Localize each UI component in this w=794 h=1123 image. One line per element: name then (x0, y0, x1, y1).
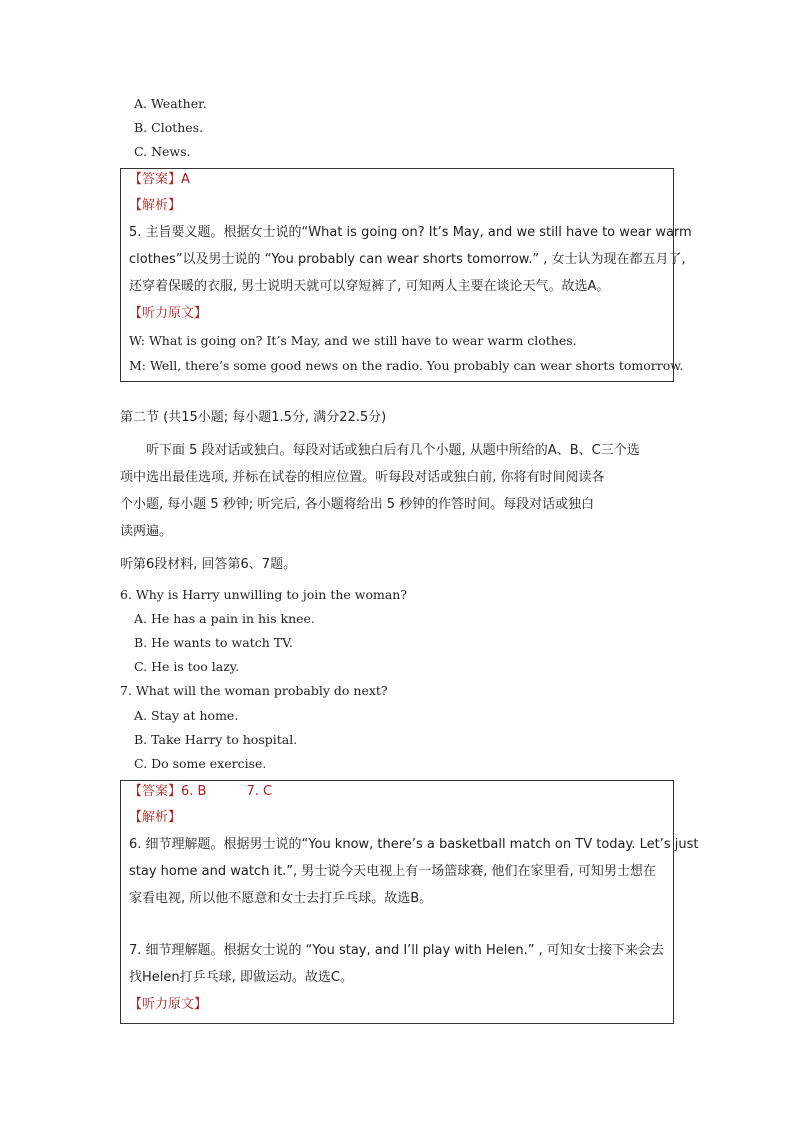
q6-option-b: B. He wants to watch TV. (134, 635, 293, 650)
transcript-tag: 【听力原文】 (129, 306, 208, 321)
answer-box-q6-q7 (120, 780, 699, 1024)
instruction-line: 听下面 5 段对话或独白。每段对话或独白后有几个小题, 从题中所给的A、B、C三个选 (146, 443, 640, 458)
q6-option-c: C. He is too lazy. (134, 659, 240, 674)
answer-tag: 【答案】 (129, 172, 182, 187)
answer-value-7: 7. C (246, 784, 273, 799)
transcript-line: W: What is going on? It’s May, and we still have to wear warm clothes. (129, 333, 577, 348)
analysis-line: 还穿着保暖的衣服, 男士说明天就可以穿短裤了, 可知两人主要在谈论天气。故选A。 (129, 279, 610, 294)
q7-option-b: B. Take Harry to hospital. (134, 732, 298, 747)
analysis-line: 7. 细节理解题。根据女士说的 “You stay, and I’ll play with Helen.” , 可知女士接下来会去 (129, 943, 664, 958)
q7-option-a: A. Stay at home. (134, 708, 239, 723)
answer-value-6: 6. B (181, 784, 207, 799)
q5-option-a: A. Weather. (134, 96, 207, 111)
instruction-line: 项中选出最佳选项, 并标在试卷的相应位置。听每段对话或独白前, 你将有时间阅读各 (120, 470, 605, 485)
analysis-line: 找Helen打乒乓球, 即做运动。故选C。 (129, 970, 353, 985)
q5-option-b: B. Clothes. (134, 120, 204, 135)
answer-value: A (181, 172, 190, 187)
transcript-tag: 【听力原文】 (129, 997, 208, 1012)
transcript-line: M: Well, there’s some good news on the radio. You probably can wear shorts tomorrow. (129, 358, 684, 373)
answer-row (129, 783, 272, 800)
analysis-tag: 【解析】 (129, 198, 182, 213)
analysis-line: stay home and watch it.”, 男士说今天电视上有一场篮球赛, 他们在家里看, 可知男士想在 (129, 864, 656, 879)
material-note: 听第6段材料, 回答第6、7题。 (120, 557, 297, 572)
q6-option-a: A. He has a pain in his knee. (134, 611, 315, 626)
q7-option-c: C. Do some exercise. (134, 756, 267, 771)
question-6: 6. Why is Harry unwilling to join the woman? (120, 587, 408, 602)
answer-tag: 【答案】 (129, 784, 182, 799)
analysis-line: clothes”以及男士说的 “You probably can wear shorts tomorrow.” , 女士认为现在都五月了, (129, 252, 686, 267)
analysis-tag: 【解析】 (129, 810, 182, 825)
answer-row (129, 171, 190, 188)
instruction-line: 读两遍。 (120, 524, 173, 539)
analysis-line: 5. 主旨要义题。根据女士说的“What is going on? It’s May, and we still have to wear warm (129, 225, 692, 240)
analysis-line: 家看电视, 所以他不愿意和女士去打乒乓球。故选B。 (129, 891, 433, 906)
instruction-line: 个小题, 每小题 5 秒钟; 听完后, 各小题将给出 5 秒钟的作答时间。每段对话或独白 (120, 497, 595, 512)
question-7: 7. What will the woman probably do next? (120, 683, 388, 698)
analysis-line: 6. 细节理解题。根据男士说的“You know, there’s a basketball match on TV today. Let’s just (129, 837, 699, 852)
answer-box-q5 (120, 168, 692, 382)
q5-option-c: C. News. (134, 144, 191, 159)
section-heading: 第二节 (共15小题; 每小题1.5分, 满分22.5分) (120, 410, 387, 425)
